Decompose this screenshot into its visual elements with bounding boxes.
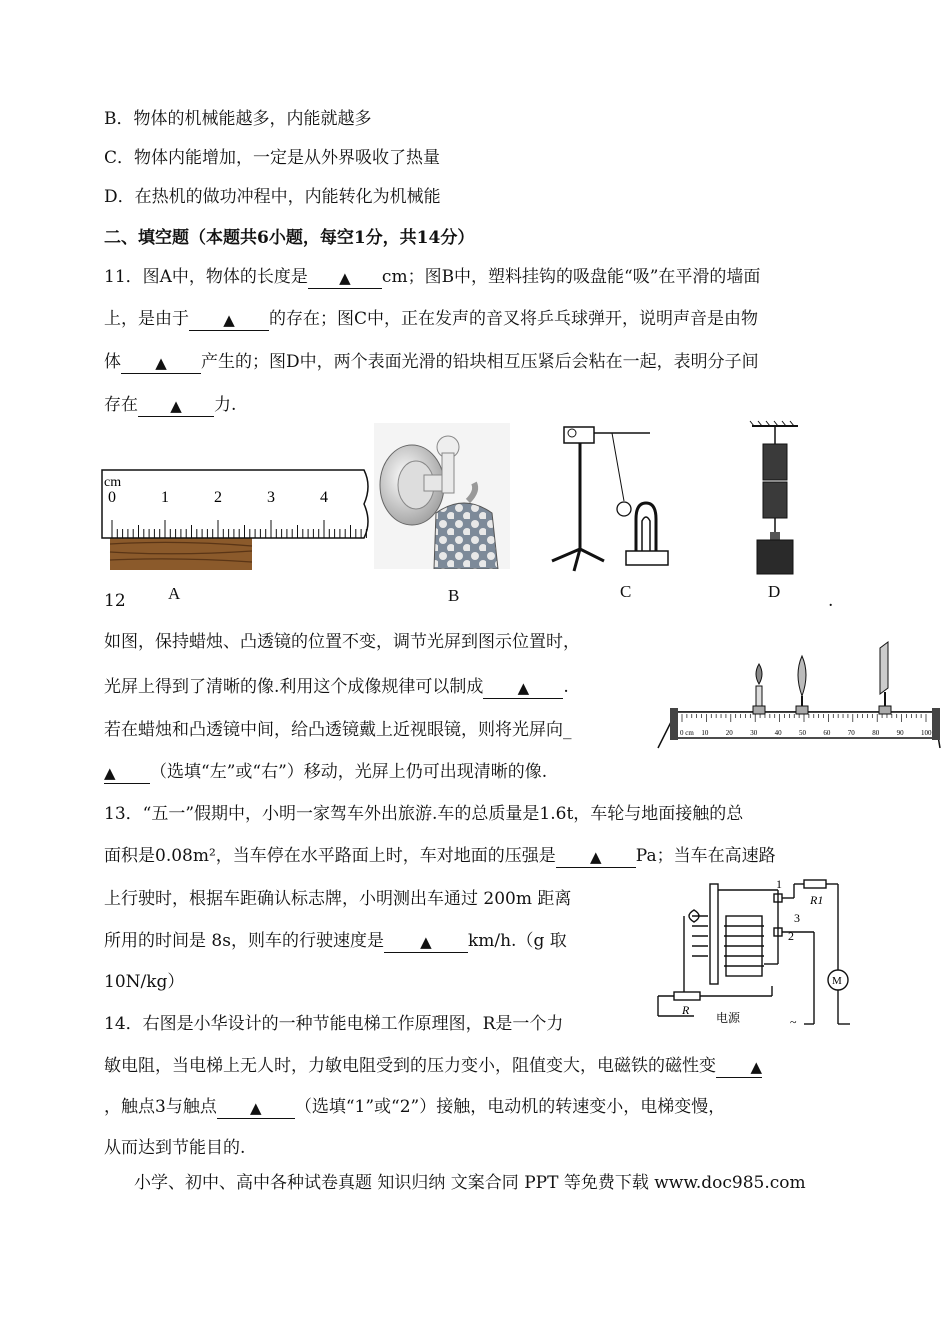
r-label: R [682,1003,690,1017]
ruler-tick-label: 0 [108,489,116,506]
power-label: 电源 [716,1011,741,1025]
answer-blank: ▲ [483,678,563,699]
bench-tick-label: 80 [872,729,880,737]
q11-line4: 存在 ▲ 力. [104,395,237,415]
q13-line5: 10N/kg） [104,972,185,992]
section-title: 二、填空题（本题共6小题，每空1分，共14分） [104,228,475,248]
bench-tick-label: 30 [750,729,758,737]
q14-line4: 从而达到节能目的. [104,1138,246,1158]
q12-line2: 光屏上得到了清晰的像.利用这个成像规律可以制成 ▲ . [104,677,569,697]
ruler-tick-label: 3 [267,489,275,506]
contact-3-label: 3 [794,911,800,925]
q13-line1: 13．“五一”假期中，小明一家驾车外出旅游.车的总质量是1.6t，车轮与地面接触的总 [104,804,744,824]
option-c: C．物体内能增加，一定是从外界吸收了热量 [104,148,441,168]
q11-line1: 11．图A中，物体的长度是 ▲ cm；图B中，塑料挂钩的吸盘能“吸”在平滑的墙面 [104,267,761,287]
r1-label: R1 [810,893,824,907]
answer-blank: ▲ [121,353,201,374]
answer-blank: ▲ [716,1057,762,1078]
figure-b-label: B [448,586,460,605]
answer-blank: ▲ [138,396,214,417]
q14-line2: 敏电阻，当电梯上无人时，力敏电阻受到的压力变小，阻值变大，电磁铁的磁性变 ▲ [104,1056,762,1076]
q12-number: 12 [104,591,126,611]
ruler-tick-label: 1 [161,489,169,506]
optical-bench [652,636,944,752]
figure-a-label: A [168,584,181,603]
ac-label: ~ [790,1015,797,1029]
q12-dot: . [828,591,834,611]
figure-c-tuning-fork [546,421,676,581]
bench-tick-label: 50 [799,729,806,737]
ruler-tick-label: 2 [214,489,222,506]
contact-1-label: 1 [776,877,782,891]
figure-d-lead-blocks [744,420,806,580]
bench-tick-label: 70 [847,729,855,737]
motor-label: M [832,975,842,987]
figure-c-label: C [620,582,632,601]
option-b: B．物体的机械能越多，内能就越多 [104,109,372,129]
answer-blank: ▲ [189,310,269,331]
figure-d-label: D [768,582,781,601]
answer-blank: ▲ [308,268,382,289]
answer-blank: ▲ [104,763,150,784]
q14-line1: 14．右图是小华设计的一种节能电梯工作原理图，R是一个力 [104,1014,564,1034]
bench-tick-label: 90 [896,729,904,737]
q12-line4: ▲ （选填“左”或“右”）移动，光屏上仍可出现清晰的像. [104,762,548,782]
figure-elevator-circuit [654,874,854,1032]
answer-blank: ▲ [217,1098,295,1119]
q13-line3: 上行驶时，根据车距确认标志牌，小明测出车通过 200m 距离 [104,889,572,909]
ruler-unit: cm [104,475,122,490]
answer-blank: ▲ [556,847,636,868]
q12-line3: 若在蜡烛和凸透镜中间，给凸透镜戴上近视眼镜，则将光屏向_ [104,720,572,740]
bench-tick-label: 100 [921,729,932,737]
figure-a-ruler [98,466,374,574]
q13-line2: 面积是0.08m²，当车停在水平路面上时，车对地面的压强是 ▲ Pa；当车在高速路 [104,846,776,866]
q13-line4: 所用的时间是 8s，则车的行驶速度是 ▲ km/h.（g 取 [104,931,567,951]
q11-line2: 上，是由于 ▲ 的存在；图C中，正在发声的音叉将乒乓球弹开，说明声音是由物 [104,309,759,329]
q14-line3: ，触点3与触点 ▲ （选填“1”或“2”）接触，电动机的转速变小，电梯变慢， [104,1097,726,1117]
q11-line3: 体 ▲ 产生的；图D中，两个表面光滑的铅块相互压紧后会粘在一起，表明分子间 [104,352,759,372]
figure-b-suction-hook [374,423,510,569]
bench-unit: 0 cm [680,729,694,737]
bench-tick-label: 10 [701,729,709,737]
footer: 小学、初中、高中各种试卷真题 知识归纳 文案合同 PPT 等免费下载 www.doc985.com [134,1173,806,1193]
contact-2-label: 2 [788,929,794,943]
answer-blank: ▲ [384,932,468,953]
q12-line1: 如图，保持蜡烛、凸透镜的位置不变，调节光屏到图示位置时， [104,632,580,652]
option-d: D．在热机的做功冲程中，内能转化为机械能 [104,187,441,207]
bench-tick-label: 20 [725,729,733,737]
bench-tick-label: 60 [823,729,831,737]
bench-tick-label: 40 [774,729,782,737]
ruler-tick-label: 4 [320,489,328,506]
